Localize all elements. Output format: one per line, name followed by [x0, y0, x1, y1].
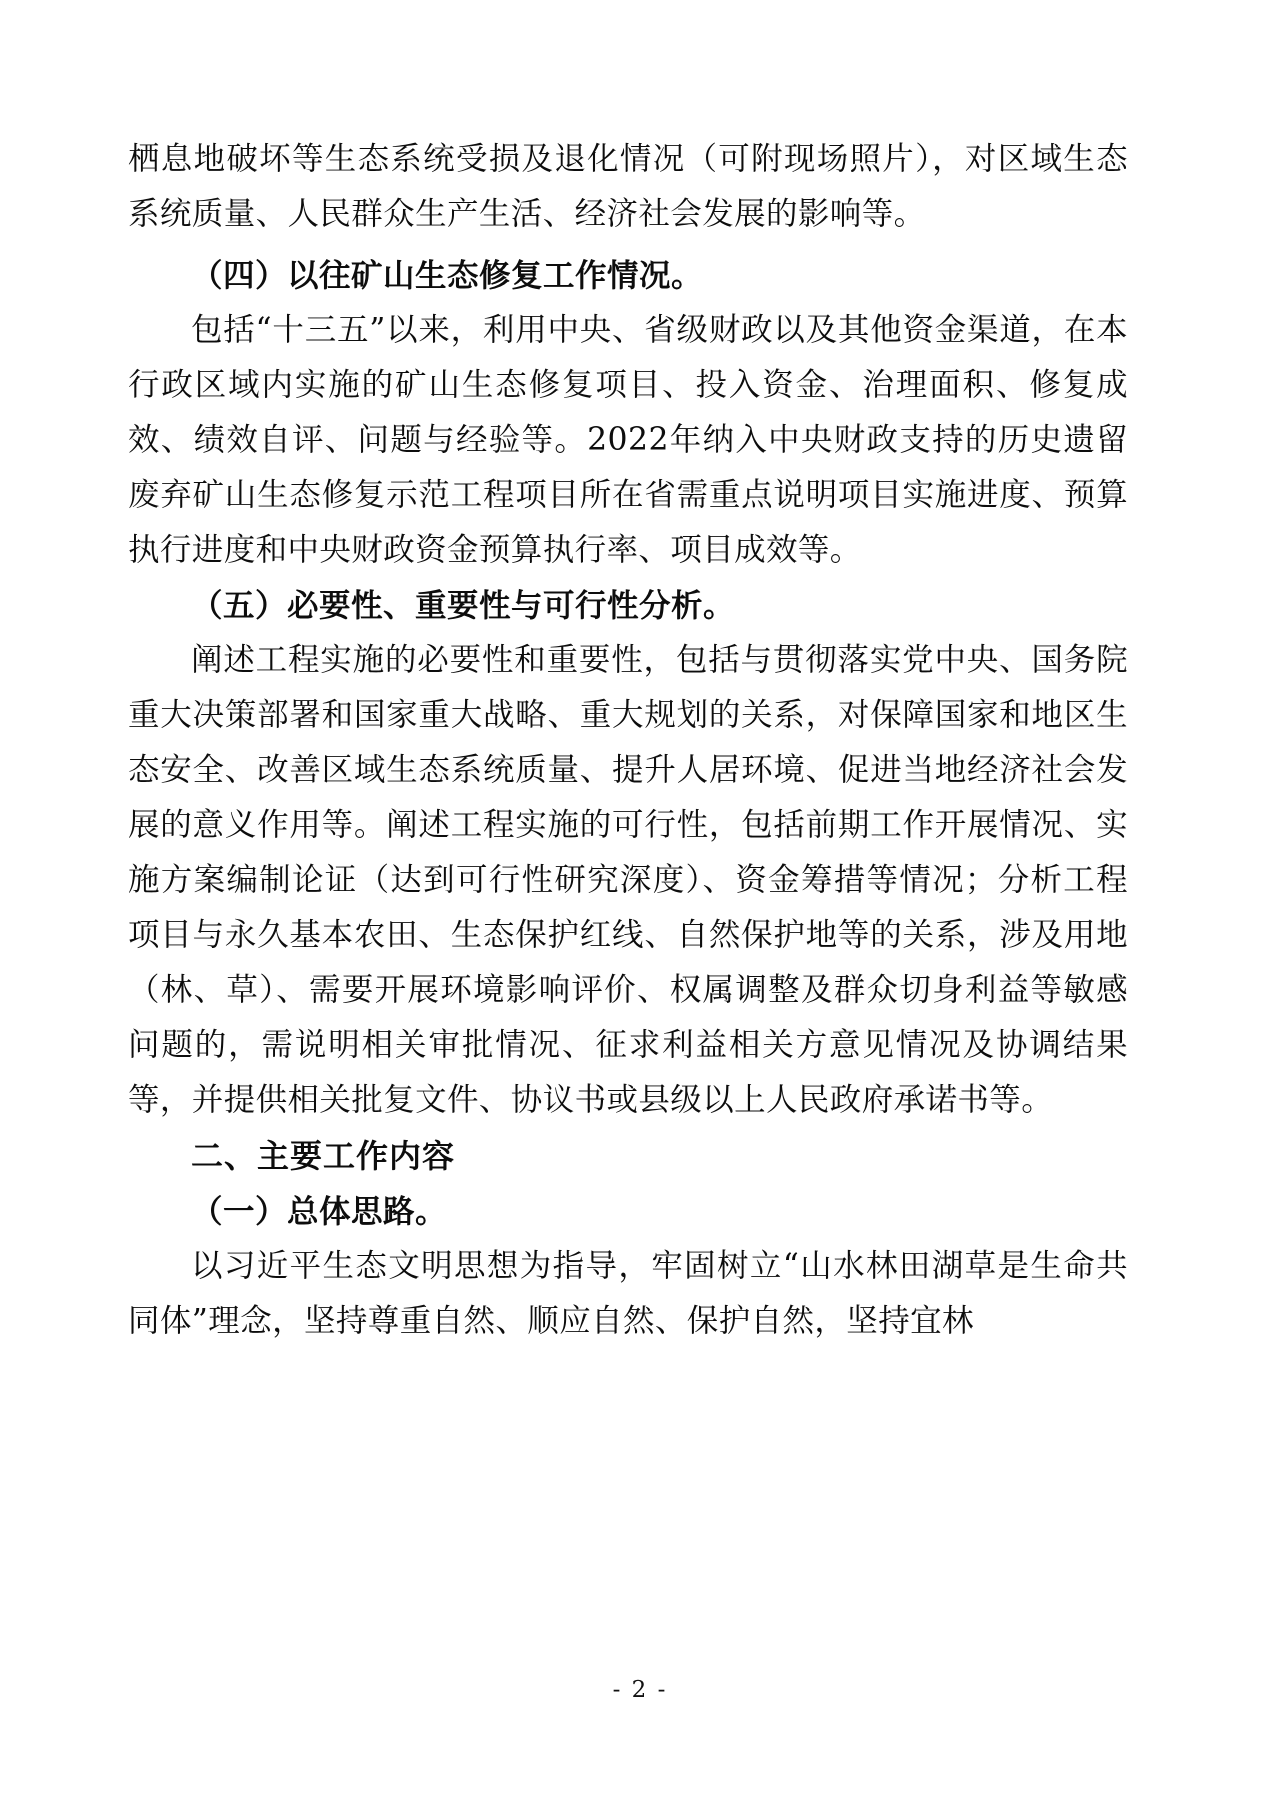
heading-item-one: （一）总体思路。 [191, 1193, 448, 1230]
paragraph-item-one: 以习近平生态文明思想为指导，牢固树立“山水林田湖草是生命共同体”理念，坚持尊重自然、顺应自然、保护自然，坚持宜林 [128, 1248, 1128, 1339]
paragraph-item-five: 阐述工程实施的必要性和重要性，包括与贯彻落实党中央、国务院重大决策部署和国家重大战略、重大规划的关系，对保障国家和地区生态安全、改善区域生态系统质量、提升人居环境、促进当地经济社会发展的意义作用等。阐述工程实施的可行性，包括前期工作开展情况、实施方案编制论证（达到可行性研究深度）、资金筹措等情况；分析工程项目与永久基本农田、生态保护红线、自然保护地等的关系，涉及用地（林、草）、需要开展环境影响评价、权属调整及群众切身利益等敏感问题的，需说明相关审批情况、征求利益相关方意见情况及协调结果等，并提供相关批复文件、协议书或县级以上人民政府承诺书等。 [128, 642, 1128, 1118]
page-number: - 2 - [612, 1677, 668, 1703]
heading-section-two: 二、主要工作内容 [191, 1137, 456, 1175]
document-body [128, 132, 1128, 1349]
paragraph-item-four: 包括“十三五”以来，利用中央、省级财政以及其他资金渠道，在本行政区域内实施的矿山生态修复项目、投入资金、治理面积、修复成效、绩效自评、问题与经验等。2022年纳入中央财政支持的历史遗留废弃矿山生态修复示范工程项目所在省需重点说明项目实施进度、预算执行进度和中央财政资金预算执行率、项目成效等。 [128, 312, 1128, 568]
paragraph-continued: 栖息地破坏等生态系统受损及退化情况（可附现场照片），对区域生态系统质量、人民群众生产生活、经济社会发展的影响等。 [128, 141, 1128, 232]
heading-item-five: （五）必要性、重要性与可行性分析。 [191, 587, 736, 624]
heading-item-four: （四）以往矿山生态修复工作情况。 [191, 257, 704, 294]
